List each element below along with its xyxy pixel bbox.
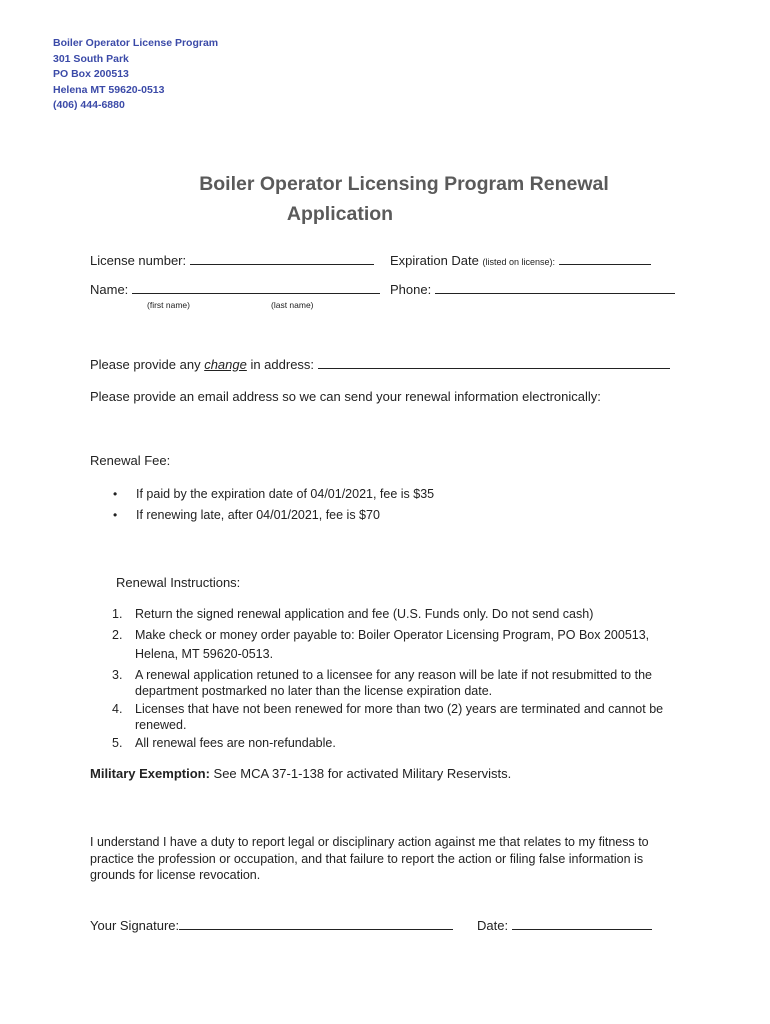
address-org: Boiler Operator License Program — [53, 37, 219, 49]
date-row — [477, 917, 652, 933]
signature-field[interactable] — [179, 917, 453, 930]
last-name-note: (last name) — [271, 300, 314, 310]
email-prompt: Please provide an email address so we can send your renewal information electronically: — [90, 389, 601, 404]
mailing-address — [53, 36, 218, 114]
renewal-fee-list — [90, 484, 434, 526]
fee-item-late: • If renewing late, after 04/01/2021, fee is $70 — [90, 505, 434, 526]
date-field[interactable] — [512, 917, 652, 930]
instruction-item: 4. Licenses that have not been renewed for more than two (2) years are terminated and cannot be renewed. — [112, 701, 664, 732]
fee-item-ontime: • If paid by the expiration date of 04/01/2021, fee is $35 — [90, 484, 434, 505]
license-number-label: License number: — [90, 253, 187, 268]
phone-row — [390, 281, 675, 297]
address-street: 301 South Park — [53, 52, 129, 65]
military-exemption — [90, 766, 511, 781]
address-change-prefix: Please provide any — [90, 357, 205, 372]
date-label: Date: — [477, 918, 509, 933]
instructions-heading: Renewal Instructions: — [116, 575, 241, 590]
instruction-item: 1. Return the signed renewal application and fee (U.S. Funds only. Do not send cash) — [112, 607, 594, 621]
address-change-field[interactable] — [318, 356, 670, 369]
address-pobox: PO Box 200513 — [53, 68, 129, 80]
license-number-row — [90, 252, 374, 268]
address-change-emphasis: change — [204, 357, 247, 372]
expiration-note: (listed on license): — [482, 257, 556, 267]
instruction-item: 5. All renewal fees are non-refundable. — [112, 735, 336, 750]
name-label: Name: — [90, 282, 129, 297]
license-number-field[interactable] — [190, 252, 374, 265]
form-title-line1: Boiler Operator Licensing Program Renewal — [199, 173, 609, 195]
attestation-text: I understand I have a duty to report legal or disciplinary action against me that relates to my fitness to practice the profession or occupation, and that failure to report the action or filing false information is grounds for license revocation. — [90, 835, 649, 882]
address-change-row — [90, 356, 670, 372]
phone-label: Phone: — [390, 282, 432, 297]
signature-label: Your Signature: — [90, 918, 180, 933]
address-phone: (406) 444-6880 — [53, 99, 125, 111]
instruction-item: 2. Make check or money order payable to: Boiler Operator Licensing Program, PO Box 200513, Helena, MT 59620-0513. — [112, 627, 650, 661]
name-row — [90, 281, 380, 297]
military-exemption-label: Military Exemption: — [90, 766, 210, 781]
instruction-item: 3. A renewal application retuned to a licensee for any reason will be late if not resubmitted to the department postmarked no later than the license expiration date. — [112, 667, 652, 698]
address-city: Helena MT 59620-0513 — [53, 83, 165, 96]
address-change-suffix: in address: — [246, 357, 315, 372]
instructions-list — [90, 606, 675, 751]
signature-row — [90, 917, 453, 933]
expiration-date-field[interactable] — [559, 252, 651, 265]
military-exemption-text: See MCA 37-1-138 for activated Military Reservists. — [209, 766, 512, 781]
name-field[interactable] — [132, 281, 380, 294]
first-name-note: (first name) — [147, 300, 190, 310]
renewal-fee-heading: Renewal Fee: — [90, 453, 171, 468]
form-title-line2: Application — [286, 203, 394, 225]
phone-field[interactable] — [435, 281, 675, 294]
expiration-row — [390, 252, 651, 268]
expiration-label: Expiration Date — [390, 253, 479, 268]
